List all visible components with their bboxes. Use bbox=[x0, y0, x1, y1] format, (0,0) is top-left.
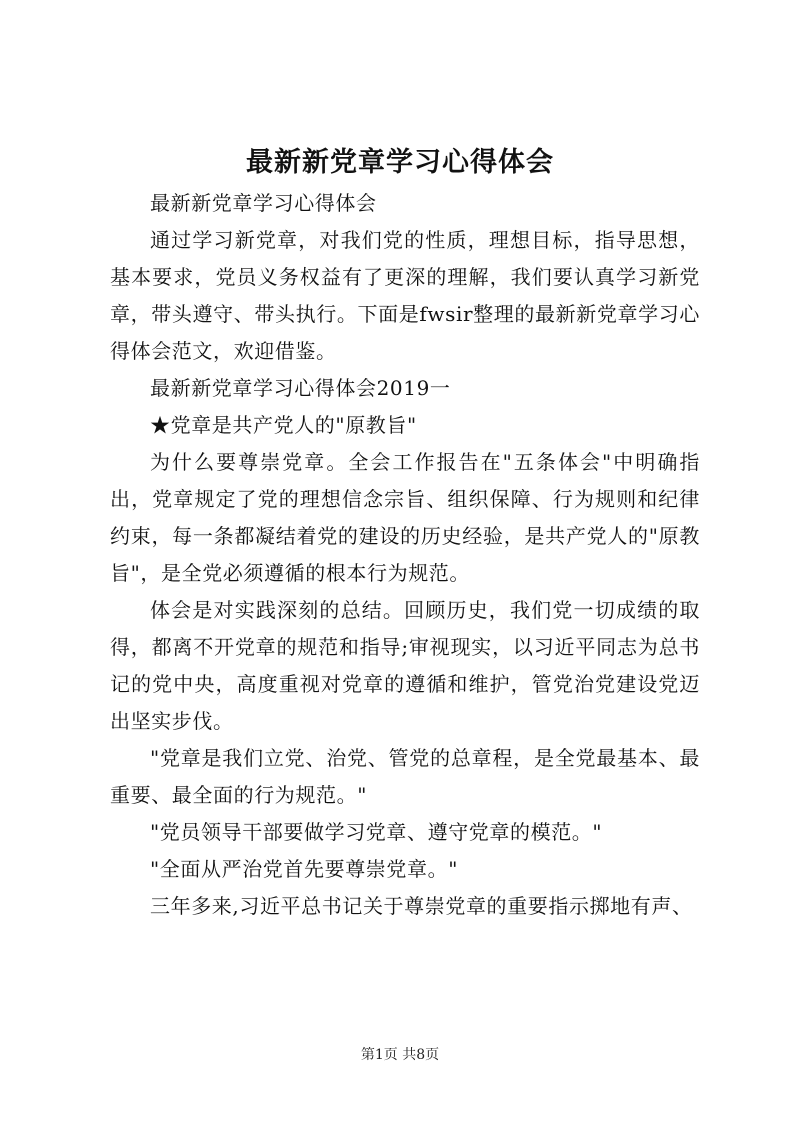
paragraph-body: 体会是对实践深刻的总结。回顾历史，我们党一切成绩的取得，都离不开党章的规范和指导;审视现实，以习近平同志为总书记的党中央，高度重视对党章的遵循和维护，管党治党建设党迈出坚实步伐。 bbox=[110, 598, 700, 733]
paragraph-section-heading: 最新新党章学习心得体会2019一 bbox=[150, 376, 451, 400]
document-title: 最新新党章学习心得体会 bbox=[246, 147, 554, 178]
paragraph-subtitle: 最新新党章学习心得体会 bbox=[150, 191, 377, 215]
paragraph-quote: "党员领导干部要做学习党章、遵守党章的模范。" bbox=[150, 820, 603, 844]
document-body bbox=[110, 185, 700, 925]
page-number-footer: 第1页 共8页 bbox=[360, 1047, 440, 1063]
paragraph-intro: 通过学习新党章，对我们党的性质，理想目标，指导思想，基本要求，党员义务权益有了更深的理解，我们要认真学习新党章，带头遵守、带头执行。下面是fwsir整理的最新新党章学习心得体会范文，欢迎借鉴。 bbox=[110, 228, 700, 363]
paragraph-star-heading: ★党章是共产党人的"原教旨" bbox=[150, 413, 417, 437]
paragraph-quote: "全面从严治党首先要尊崇党章。" bbox=[150, 857, 458, 881]
paragraph-body: 三年多来,习近平总书记关于尊崇党章的重要指示掷地有声、 bbox=[150, 894, 693, 918]
paragraph-body: 为什么要尊崇党章。全会工作报告在"五条体会"中明确指出，党章规定了党的理想信念宗旨、组织保障、行为规则和纪律约束，每一条都凝结着党的建设的历史经验，是共产党人的"原教旨"，是全党必须遵循的根本行为规范。 bbox=[110, 450, 700, 585]
paragraph-quote: "党章是我们立党、治党、管党的总章程，是全党最基本、最重要、最全面的行为规范。" bbox=[110, 746, 700, 807]
